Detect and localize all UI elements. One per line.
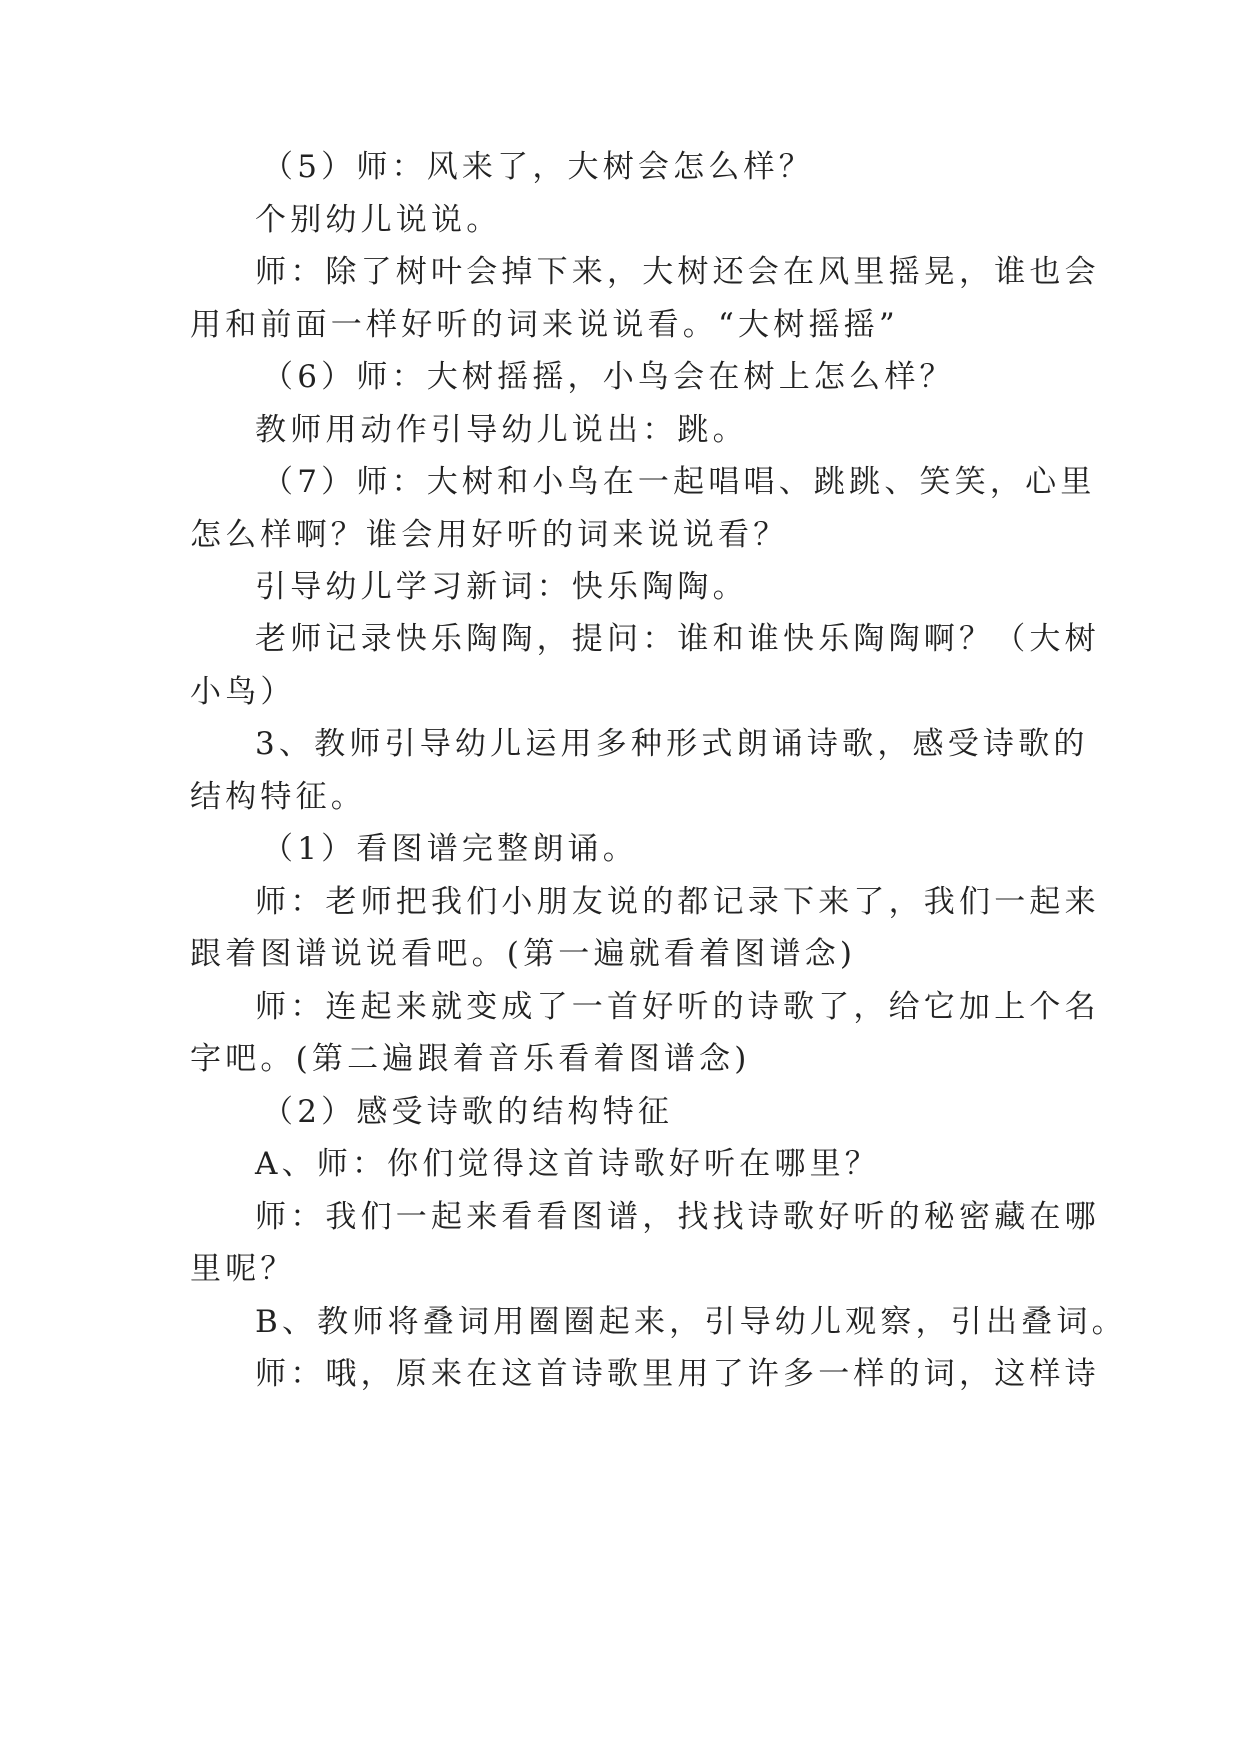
paragraph-line: 3、教师引导幼儿运用多种形式朗诵诗歌，感受诗歌的: [255, 726, 1089, 762]
paragraph-line: 引导幼儿学习新词：快乐陶陶。: [255, 569, 748, 605]
paragraph-line: （5）师：风来了，大树会怎么样？: [262, 149, 814, 185]
paragraph-line: 师：连起来就变成了一首好听的诗歌了，给它加上个名: [255, 989, 1100, 1025]
paragraph-line: 师：我们一起来看看图谱，找找诗歌好听的秘密藏在哪: [255, 1199, 1100, 1235]
paragraph-line: 教师用动作引导幼儿说出：跳。: [255, 412, 748, 448]
paragraph-line: 老师记录快乐陶陶，提问：谁和谁快乐陶陶啊？（大树: [255, 621, 1100, 657]
paragraph-line: （1）看图谱完整朗诵。: [262, 831, 638, 867]
paragraph-line: 师：老师把我们小朋友说的都记录下来了，我们一起来: [255, 884, 1100, 920]
paragraph-line: 里呢？: [190, 1251, 296, 1287]
paragraph-line: 结构特征。: [190, 779, 366, 815]
paragraph-line: B、教师将叠词用圈圈起来，引导幼儿观察，引出叠词。: [255, 1304, 1127, 1340]
paragraph-line: 字吧。(第二遍跟着音乐看着图谱念): [190, 1041, 751, 1077]
paragraph-line: 师：哦，原来在这首诗歌里用了许多一样的词，这样诗: [255, 1356, 1100, 1392]
paragraph-line: 怎么样啊？谁会用好听的词来说说看？: [190, 517, 789, 553]
paragraph-line: 小鸟）: [190, 674, 296, 710]
paragraph-line: （2）感受诗歌的结构特征: [262, 1094, 674, 1130]
paragraph-line: 用和前面一样好听的词来说说看。“大树摇摇”: [190, 307, 899, 343]
paragraph-line: 师：除了树叶会掉下来，大树还会在风里摇晃，谁也会: [255, 254, 1100, 290]
paragraph-line: A、师：你们觉得这首诗歌好听在哪里？: [255, 1146, 880, 1182]
paragraph-line: 个别幼儿说说。: [255, 202, 502, 238]
paragraph-line: 跟着图谱说说看吧。(第一遍就看着图谱念): [190, 936, 857, 972]
paragraph-line: （6）师：大树摇摇，小鸟会在树上怎么样？: [262, 359, 955, 395]
paragraph-line: （7）师：大树和小鸟在一起唱唱、跳跳、笑笑，心里: [262, 464, 1096, 500]
